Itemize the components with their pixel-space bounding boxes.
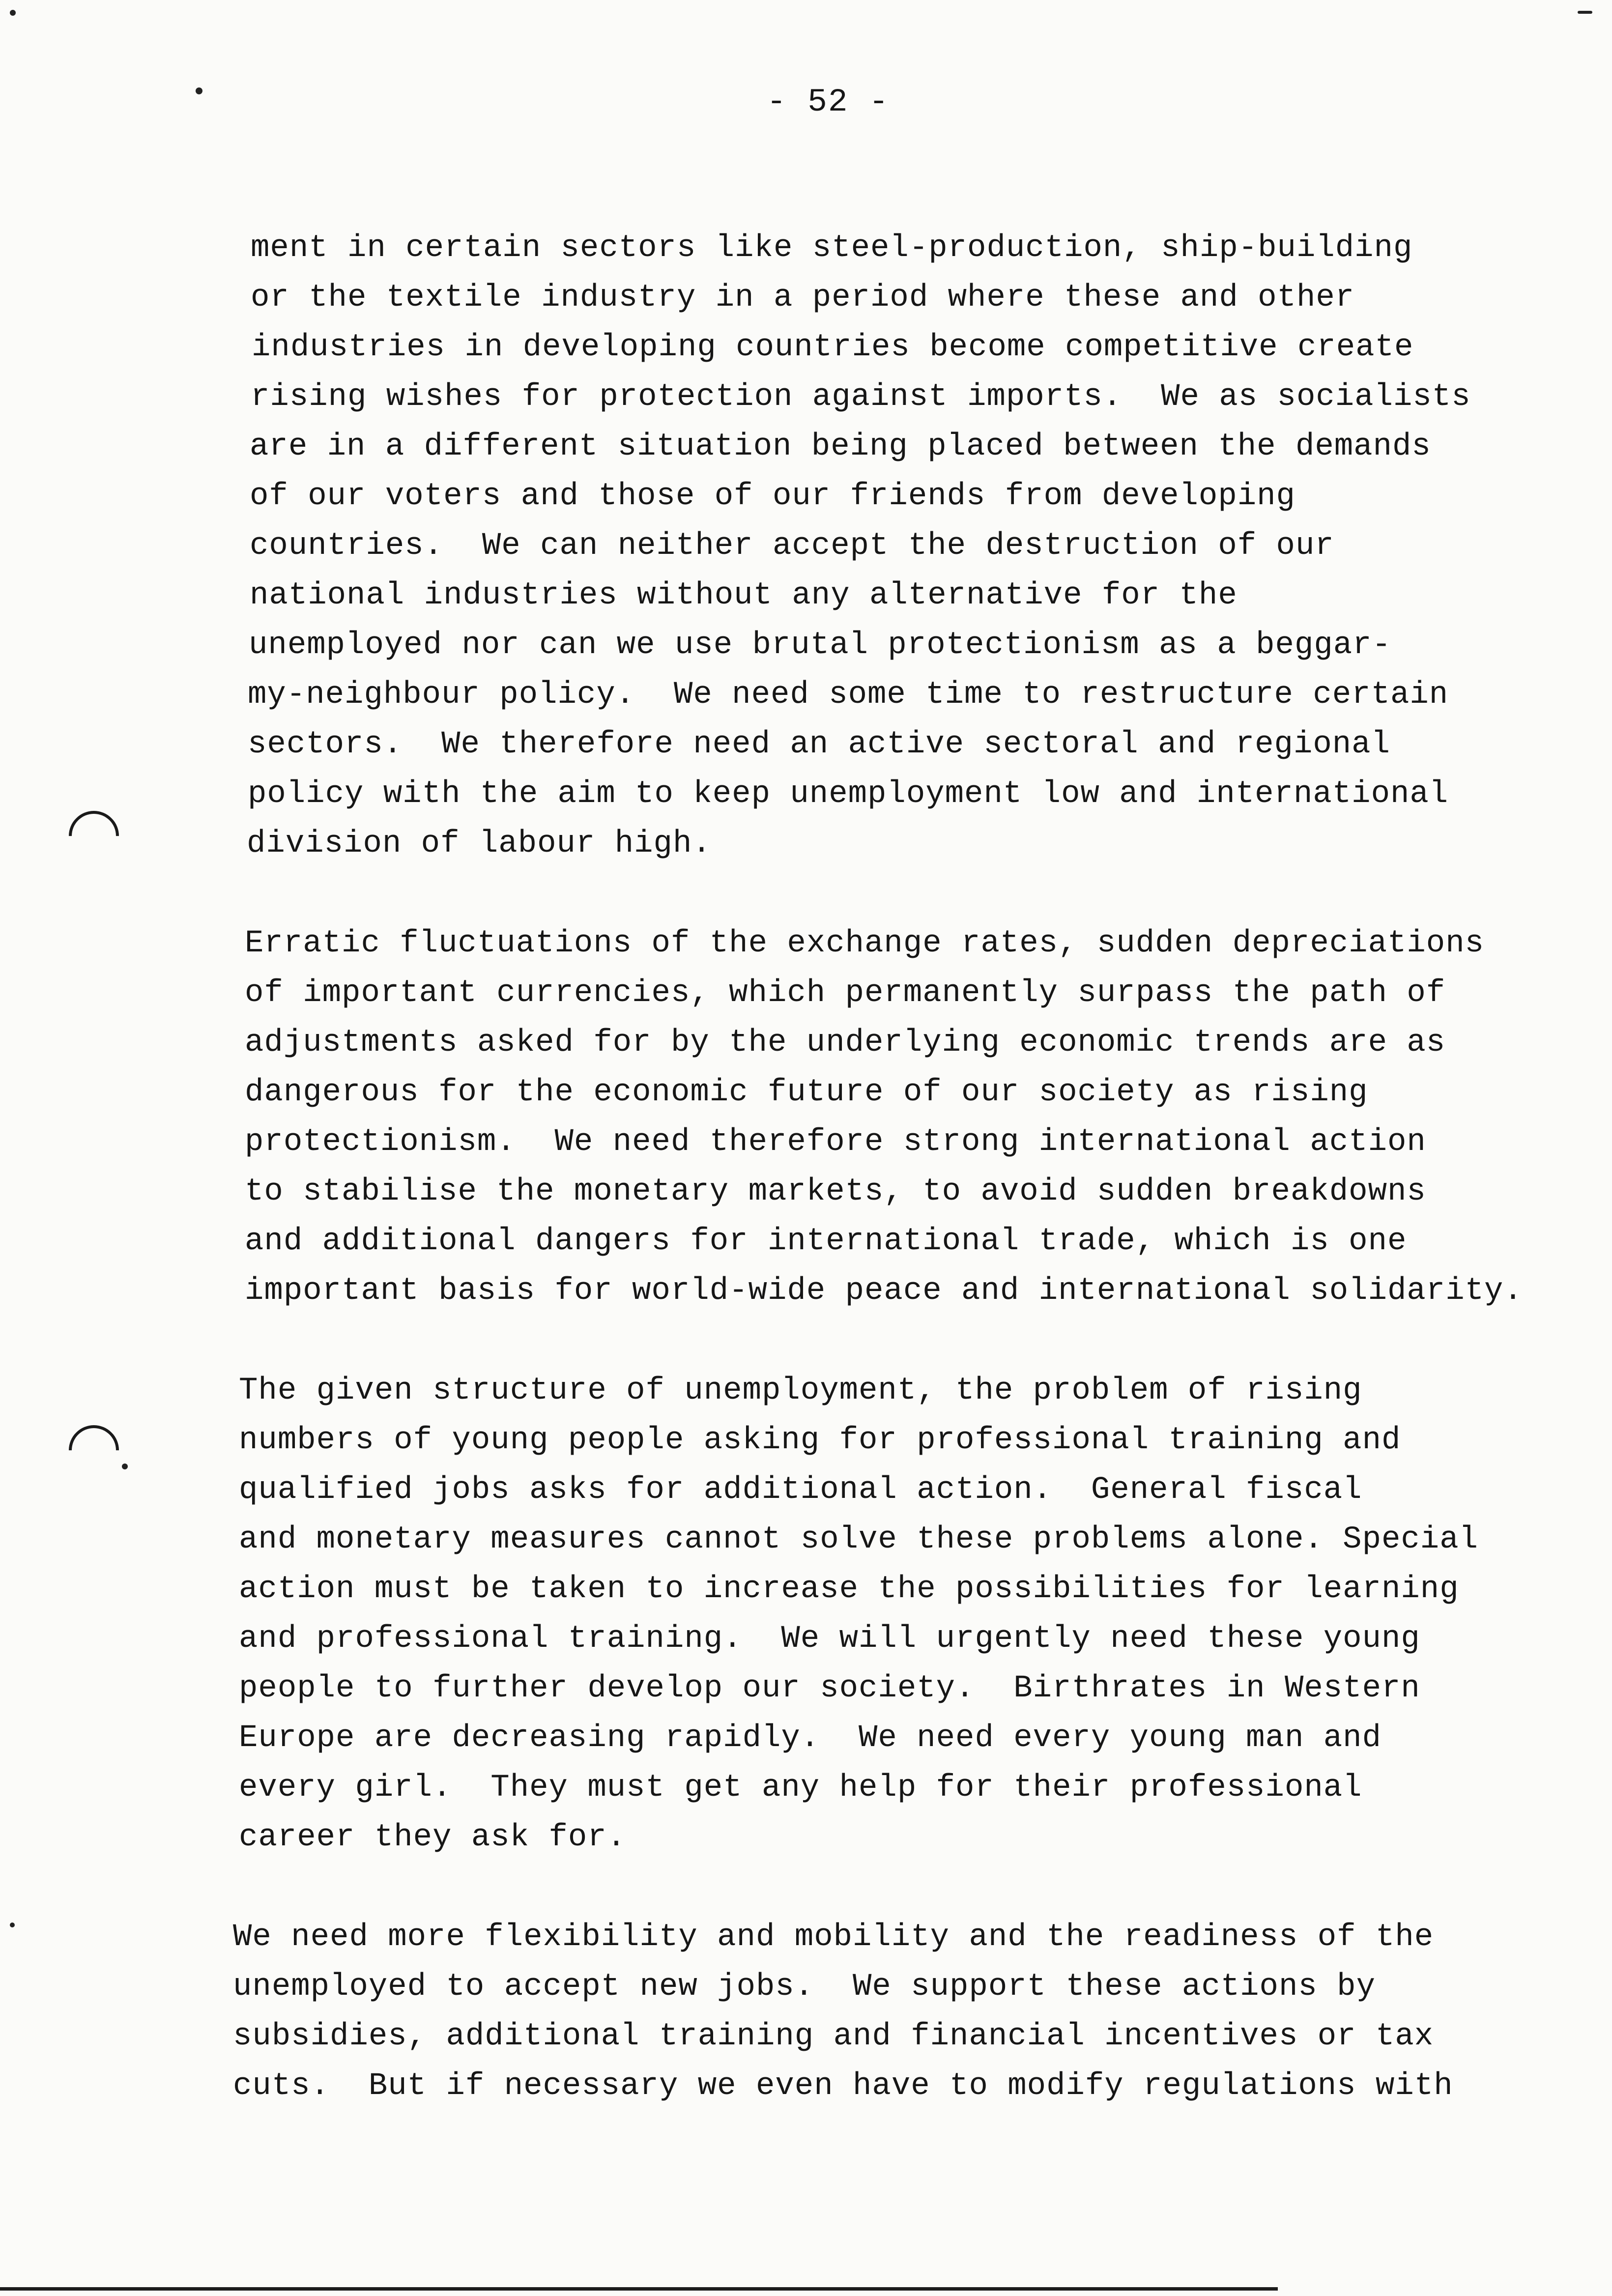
text-line: numbers of young people asking for professional training and (239, 1423, 1401, 1458)
text-line: ment in certain sectors like steel-production, ship-building (251, 230, 1413, 266)
text-line: people to further develop our society. Birthrates in Western (239, 1671, 1420, 1706)
text-line: unemployed nor can we use brutal protectionism as a beggar- (249, 628, 1391, 663)
text-line: Erratic fluctuations of the exchange rates, sudden depreciations (245, 926, 1484, 961)
text-line: dangerous for the economic future of our society as rising (245, 1075, 1368, 1110)
scan-speck (1578, 11, 1592, 14)
text-line: national industries without any alternative for the (250, 578, 1238, 613)
scan-speck (196, 87, 202, 94)
text-line: adjustments asked for by the underlying economic trends are as (245, 1025, 1446, 1061)
text-line: policy with the aim to keep unemployment low and international (248, 776, 1449, 812)
text-line: Europe are decreasing rapidly. We need every young man and (239, 1721, 1382, 1756)
text-line: division of labour high. (247, 826, 712, 861)
text-line: qualified jobs asks for additional action. General fiscal (239, 1472, 1362, 1508)
text-line: of important currencies, which permanently surpass the path of (245, 976, 1446, 1011)
text-line: countries. We can neither accept the destruction of our (250, 528, 1334, 564)
text-line: The given structure of unemployment, the problem of rising (239, 1373, 1362, 1408)
scan-speck (10, 10, 16, 16)
scan-speck (122, 1464, 128, 1469)
bottom-rule-gap (1278, 2287, 1612, 2291)
text-line: my-neighbour policy. We need some time to restructure certain (248, 677, 1449, 713)
text-line: cuts. But if necessary we even have to modify regulations with (233, 2068, 1453, 2104)
text-line: rising wishes for protection against imports. We as socialists (251, 379, 1471, 415)
text-line: career they ask for. (239, 1820, 627, 1855)
text-line: sectors. We therefore need an active sectoral and regional (248, 727, 1390, 762)
text-line: of our voters and those of our friends from developing (250, 479, 1295, 514)
text-line: We need more flexibility and mobility and the readiness of the (233, 1920, 1434, 1955)
punch-hole-mark-upper (58, 801, 129, 871)
text-line: to stabilise the monetary markets, to avoid sudden breakdowns (245, 1174, 1426, 1209)
text-line: are in a different situation being placed between the demands (250, 429, 1431, 464)
page-number: - 52 - (767, 84, 890, 120)
paragraph-3 (239, 1366, 1572, 1863)
text-line: action must be taken to increase the possibilities for learning (239, 1572, 1459, 1607)
text-line: important basis for world-wide peace and international solidarity. (245, 1273, 1523, 1309)
text-line: and additional dangers for international trade, which is one (245, 1224, 1407, 1259)
paragraph-1 (245, 224, 1572, 869)
paragraph-4 (233, 1913, 1572, 2111)
text-line: and monetary measures cannot solve these problems alone. Special (239, 1522, 1478, 1557)
punch-hole-mark-lower (58, 1415, 129, 1486)
text-line: subsidies, additional training and financial incentives or tax (233, 2019, 1434, 2054)
text-line: or the textile industry in a period where these and other (251, 280, 1355, 316)
text-line: industries in developing countries become competitive create (252, 330, 1414, 365)
text-line: unemployed to accept new jobs. We support these actions by (233, 1969, 1376, 2005)
scan-speck (10, 1923, 15, 1927)
text-line: protectionism. We need therefore strong international action (245, 1124, 1426, 1160)
text-line: every girl. They must get any help for their professional (239, 1770, 1362, 1806)
body-text (233, 224, 1572, 2111)
paragraph-2 (245, 919, 1572, 1316)
text-line: and professional training. We will urgently need these young (239, 1621, 1420, 1657)
